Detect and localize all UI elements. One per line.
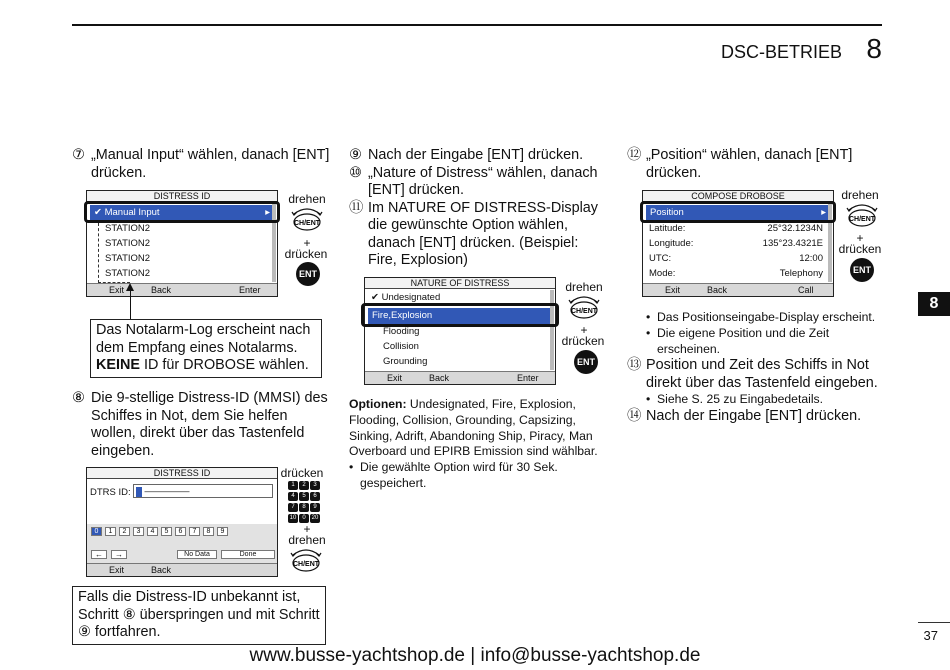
bullet-note [646,326,895,358]
row-label: Latitude: [649,223,686,234]
row-label: Position [650,207,684,218]
screen-row [649,251,827,267]
digit-key[interactable]: 2 [119,527,130,536]
digit-key[interactable]: 3 [133,527,144,536]
knob-label: drücken [561,334,605,348]
keypad-key: 5 [299,492,309,501]
no-data-key[interactable]: No Data [177,550,217,559]
softkey-exit[interactable]: Exit [109,565,125,575]
keypad-key: 2 [299,481,309,490]
softkey-call[interactable]: Call [798,285,814,295]
screen-row: STATION2 [105,223,151,234]
nature-of-distress-screen [364,277,556,385]
knob-label: drehen [288,533,326,547]
step-number: ⑧ [72,390,85,406]
digit-key[interactable]: 9 [217,527,228,536]
step-text: Nach der Eingabe [ENT] drücken. [646,408,862,425]
ent-button-icon: ENT [296,262,320,286]
screen-row [649,221,827,237]
column-3 [627,147,895,182]
row-value: 25°32.1234N [767,223,823,234]
softkey-exit[interactable]: Exit [665,285,681,295]
softkey-exit[interactable]: Exit [109,285,125,295]
screen-title: COMPOSE DROBOSE [643,191,833,202]
knob-label: drehen [841,188,879,202]
options-label: Optionen: [349,397,407,411]
digit-key[interactable]: 1 [105,527,116,536]
keypad-key: 20 [311,515,319,521]
plus-sign: + [303,236,311,250]
bullet-dot: • [646,310,651,324]
keypad-key: 9 [310,503,320,512]
note-bold: KEINE [96,357,140,373]
bullet-text: Die gewählte Option wird für 30 Sek. gespeichert. [360,460,558,490]
note-box [90,319,322,378]
digit-key[interactable]: 5 [161,527,172,536]
digit-key[interactable]: 7 [189,527,200,536]
step-text: Die 9-stellige Distress-ID (MMSI) des Schiffes in Not, dem Sie helfen wollen, direkt über das Tastenfeld eingeben. [91,390,328,459]
keypad-icon [288,481,322,525]
softkey-exit[interactable]: Exit [387,373,403,383]
distress-id-input-screen [86,467,278,577]
ch-ent-knob-icon [290,206,324,232]
highlight-frame [361,303,559,327]
row-value: Telephony [779,268,823,279]
screen-row: STATION2 [105,238,151,249]
row-label: ✔ Manual Input [94,207,160,218]
knob-label: drehen [565,280,603,294]
field-label: DTRS ID: [90,487,131,498]
step-number: ⑦ [72,147,85,163]
pointer-line [130,291,131,319]
step-11 [349,200,611,270]
bullet-text: Das Positionseingabe-Display erscheint. [657,310,876,324]
chapter-tab: 8 [918,292,950,316]
step-12 [627,147,895,182]
softkey-enter[interactable]: Enter [517,373,539,383]
step-13 [627,357,895,392]
screen-title: DISTRESS ID [87,468,277,479]
keypad-key: 8 [299,503,309,512]
note-text: ID für DROBOSE wählen. [139,357,309,373]
scrollbar [550,290,554,370]
step-9 [349,147,611,165]
page-number-rule [918,622,950,623]
digit-key[interactable]: 4 [147,527,158,536]
header-rule [72,24,882,26]
column-1-part-2 [72,390,330,460]
ent-button-icon: ENT [574,350,598,374]
step-text: Nach der Eingabe [ENT] drücken. [368,147,584,163]
bullet-dot: • [646,325,651,340]
highlight-frame [640,201,836,223]
pointer-arrow-icon [126,283,134,291]
softkey-enter[interactable]: Enter [239,285,261,295]
digit-key[interactable]: 0 [91,527,102,536]
ch-ent-knob-icon [567,294,601,320]
footer-contact: www.busse-yachtshop.de | info@busse-yachtshop.de [249,645,701,666]
keypad-key: 10 [289,515,297,521]
bullet-list [627,392,895,408]
options-list: Undesignated, Fire, Explosion, Flooding, Collision, Grounding, Capsizing, Sinking, Adrift, Abandoning Ship, Piracy, Man Overboard und EPIRB Emission sind wählbar. [349,397,598,459]
row-label: UTC: [649,253,672,264]
cursor [136,487,142,497]
bullet-note [646,310,895,326]
softkey-bar [87,283,277,296]
column-2 [349,147,611,270]
step-number: ⑪ [349,199,364,216]
step-text: Position und Zeit des Schiffs in Not direkt über das Tastenfeld eingeben. [646,357,878,391]
keypad-key: 7 [288,503,298,512]
keypad-label: drücken [280,466,324,480]
keypad-key: 1 [288,481,298,490]
section-title: DSC-BETRIEB [720,42,842,62]
screen-row: Grounding [383,356,428,367]
highlight-frame [84,201,280,223]
keypad-key: 0 [299,514,309,523]
arrow-right-key[interactable]: → [111,550,127,559]
arrow-right-icon: ▸ [265,207,270,218]
screen-title: DISTRESS ID [87,191,277,202]
screen-row: STATION2 [105,253,151,264]
screen-row [649,236,827,252]
ch-ent-text: CH/ENT [570,308,598,315]
done-key[interactable]: Done [221,550,275,559]
row-label: Mode: [649,268,676,279]
step-number: ⑫ [627,147,642,163]
note-text: Das Notalarm-Log erscheint nach dem Empfang eines Notalarms. [96,322,311,356]
step-number: ⑨ [349,147,362,163]
softkey-back[interactable]: Back [429,373,450,383]
step-text: „Nature of Distress“ wählen, danach [ENT] drücken. [368,164,598,198]
ch-ent-text: CH/ENT [848,216,876,223]
ent-button-icon: ENT [850,258,874,282]
bullet-text: Die eigene Position und die Zeit erscheinen. [657,325,830,356]
row-value: 135°23.4321E [762,238,823,249]
softkey-back[interactable]: Back [707,285,728,295]
step-10 [349,165,611,200]
dashed-guide [98,223,99,283]
ch-ent-text: CH/ENT [293,220,321,227]
step-text: Im NATURE OF DISTRESS-Display die gewünschte Option wählen, danach [ENT] drücken. (Beispiel: Fire, Explosion) [368,199,599,268]
page-number: 37 [923,628,938,643]
step-number: ⑩ [349,164,362,181]
row-value: 12:00 [799,253,823,264]
note-box: Falls die Distress-ID unbekannt ist, Schritt ⑧ überspringen und mit Schritt ⑨ fortfahren. [72,586,326,645]
screen-row: STATION2 [105,268,151,279]
step-text: „Position“ wählen, danach [ENT] drücken. [646,147,853,181]
softkey-bar [87,563,277,576]
options-text [349,397,603,492]
step-number: ⑭ [627,408,642,425]
softkey-back[interactable]: Back [151,285,172,295]
step-text: „Manual Input“ wählen, danach [ENT] drücken. [91,147,330,181]
ch-ent-knob-icon [289,547,323,573]
softkey-bar [365,371,555,384]
softkey-bar [643,283,833,296]
knob-label: drehen [288,192,326,206]
bullet-note [349,460,603,492]
plus-sign: + [303,522,311,536]
softkey-back[interactable]: Back [151,565,172,575]
plus-sign: + [580,323,588,337]
knob-label: drücken [838,242,882,256]
row-label: Longitude: [649,238,694,249]
bullet-dot: • [349,460,354,475]
digit-key[interactable]: 8 [203,527,214,536]
ch-ent-text: CH/ENT [292,561,320,568]
screen-row-selected[interactable]: Fire,Explosion [368,308,552,324]
screen-title: NATURE OF DISTRESS [365,278,555,289]
dtrs-id-input[interactable] [133,484,273,498]
bullet-list [627,310,895,357]
bullet-text: Siehe S. 25 zu Eingabedetails. [657,392,824,407]
plus-sign: + [856,231,864,245]
step-number: ⑬ [627,357,642,374]
ch-ent-knob-icon [845,202,879,228]
step-8 [72,390,330,460]
screen-row: ✔ Undesignated [371,292,441,303]
arrow-left-key[interactable]: ← [91,550,107,559]
screen-row [649,266,827,282]
keypad-key: 6 [310,492,320,501]
screen-row: Flooding [383,326,420,337]
step-14 [627,408,895,426]
screen-row: Collision [383,341,419,352]
chapter-number: 8 [866,33,882,64]
keypad-key: 4 [288,492,298,501]
digit-key[interactable]: 6 [175,527,186,536]
bullet-dot: • [646,392,651,407]
step-7 [72,147,330,182]
arrow-right-icon: ▸ [821,207,826,218]
knob-label: drücken [284,247,328,261]
column-1 [72,147,330,182]
keypad-key: 3 [310,481,320,490]
column-3-part-2 [627,310,895,426]
bullet-note [646,392,895,408]
field-value: ––––––––– [144,486,190,496]
